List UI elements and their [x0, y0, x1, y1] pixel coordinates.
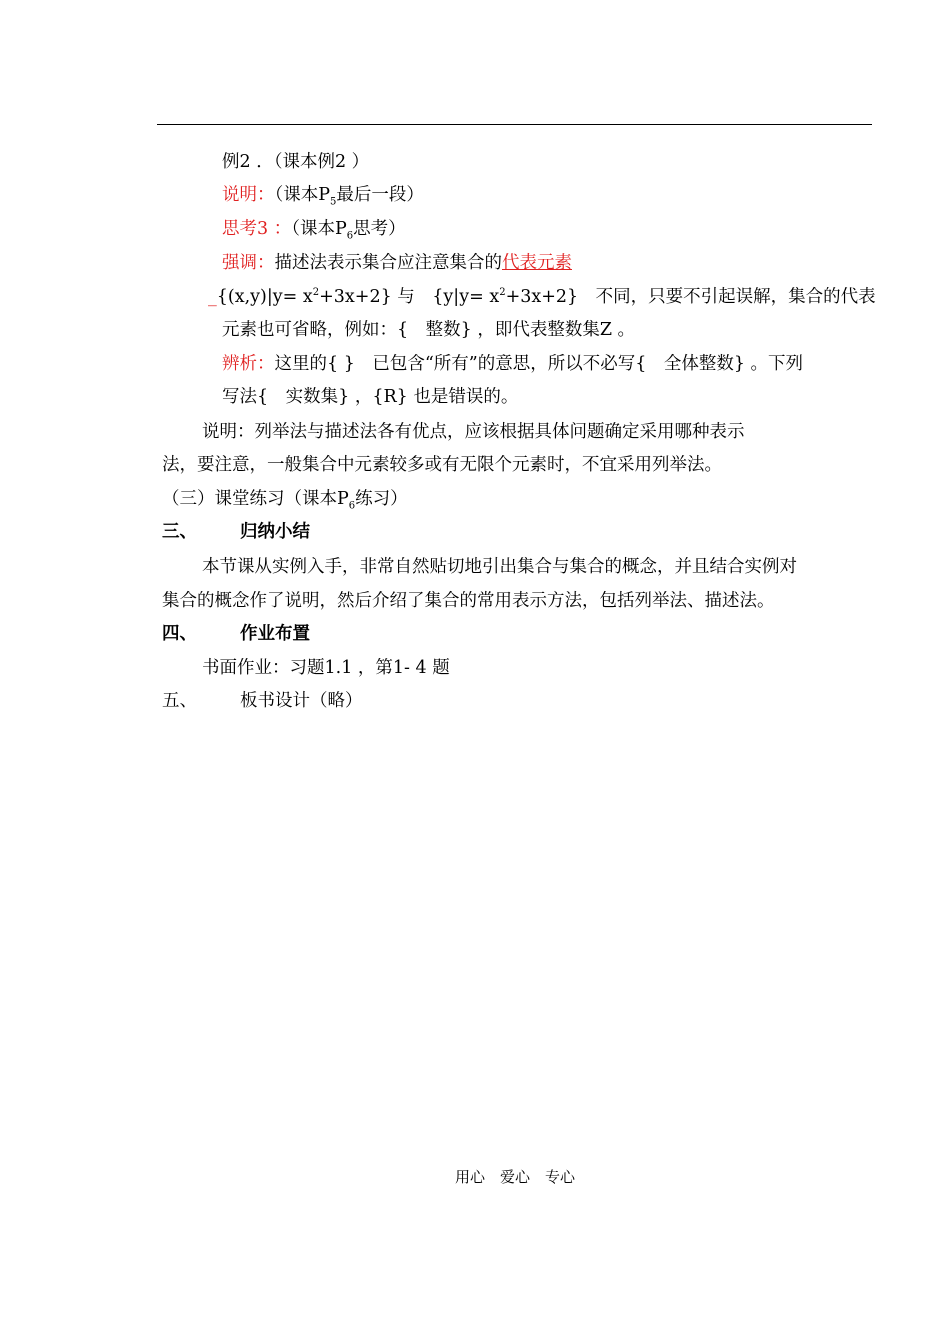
discern-text: 这里的{ } 已包含“所有”的意思，所以不必写{ 全体整数} 。下列 — [274, 354, 804, 374]
note-text-a: （课本P — [274, 185, 331, 205]
set-prefix: _ — [208, 287, 217, 307]
think-text-b: 思考） — [353, 219, 406, 239]
set-b2: +3x+2} 不同，只要不引起误解，集合的代表 — [505, 287, 876, 307]
section-3-para-1 — [202, 555, 797, 579]
example-2 — [222, 150, 369, 174]
set-a1: {(x,y)|y= x — [216, 287, 313, 307]
practice-b: 练习） — [355, 489, 408, 509]
section-5-heading — [162, 689, 363, 713]
discern-line — [222, 352, 803, 376]
section-4-number: 四、 — [162, 624, 197, 644]
section-5-number: 五、 — [162, 691, 197, 711]
think-label: 思考3 ： — [222, 219, 292, 239]
section-3-para-2-text: 集合的概念作了说明，然后介绍了集合的常用表示方法，包括列举法、描述法。 — [162, 591, 775, 611]
page-footer: 用心 爱心 专心 — [454, 1168, 575, 1186]
set-notation-line — [208, 285, 876, 309]
section-5-title: 板书设计（略） — [240, 691, 363, 711]
example-2-text: 例2 ．（课本例2 ） — [222, 152, 370, 172]
discern-cont-text: 写法{ 实数集} ，{R} 也是错误的。 — [222, 387, 519, 407]
note-label: 说明： — [222, 185, 275, 205]
set-b-sup: 2 — [499, 287, 506, 299]
think-sub: 6 — [346, 230, 354, 242]
practice-line — [162, 487, 408, 511]
practice-sub: 6 — [348, 500, 356, 512]
set-notation-cont — [222, 318, 635, 342]
section-3-para-2 — [162, 589, 775, 613]
section-3-heading — [162, 520, 310, 544]
representative-element-link: 代表元素 — [502, 253, 572, 273]
summary-line-2 — [162, 453, 722, 477]
think-text-a: （课本P — [291, 219, 347, 239]
section-4-heading — [162, 622, 310, 646]
section-3-number: 三、 — [162, 522, 197, 542]
summary-line-1-text: 说明：列举法与描述法各有优点，应该根据具体问题确定采用哪种表示 — [202, 422, 745, 442]
section-3-para-1-text: 本节课从实例入手，非常自然贴切地引出集合与集合的概念，并且结合实例对 — [202, 557, 797, 577]
set-a-sup: 2 — [312, 287, 320, 299]
section-4-title: 作业布置 — [240, 624, 310, 644]
think-line — [222, 217, 406, 241]
discern-label: 辨析： — [222, 354, 275, 374]
section-3-title: 归纳小结 — [240, 522, 310, 542]
section-4-text — [202, 656, 450, 680]
section-4-text-content: 书面作业：习题1.1 ，第1- 4 题 — [202, 658, 450, 678]
note-line — [222, 183, 424, 207]
discern-cont — [222, 385, 518, 409]
emphasis-line — [222, 251, 572, 275]
set-notation-cont-text: 元素也可省略，例如：{ 整数} ，即代表整数集Z 。 — [222, 320, 636, 340]
emphasis-label: 强调： — [222, 253, 275, 273]
emphasis-text: 描述法表示集合应注意集合的 — [274, 253, 502, 273]
note-sub: 5 — [330, 196, 337, 208]
header-rule — [157, 124, 872, 125]
summary-line-1 — [202, 420, 745, 444]
note-text-b: 最后一段） — [336, 185, 424, 205]
set-a2: +3x+2} 与 {y|y= x — [319, 287, 500, 307]
summary-line-2-text: 法，要注意，一般集合中元素较多或有无限个元素时，不宜采用列举法。 — [162, 455, 722, 475]
practice-a: （三）课堂练习（课本P — [162, 489, 349, 509]
